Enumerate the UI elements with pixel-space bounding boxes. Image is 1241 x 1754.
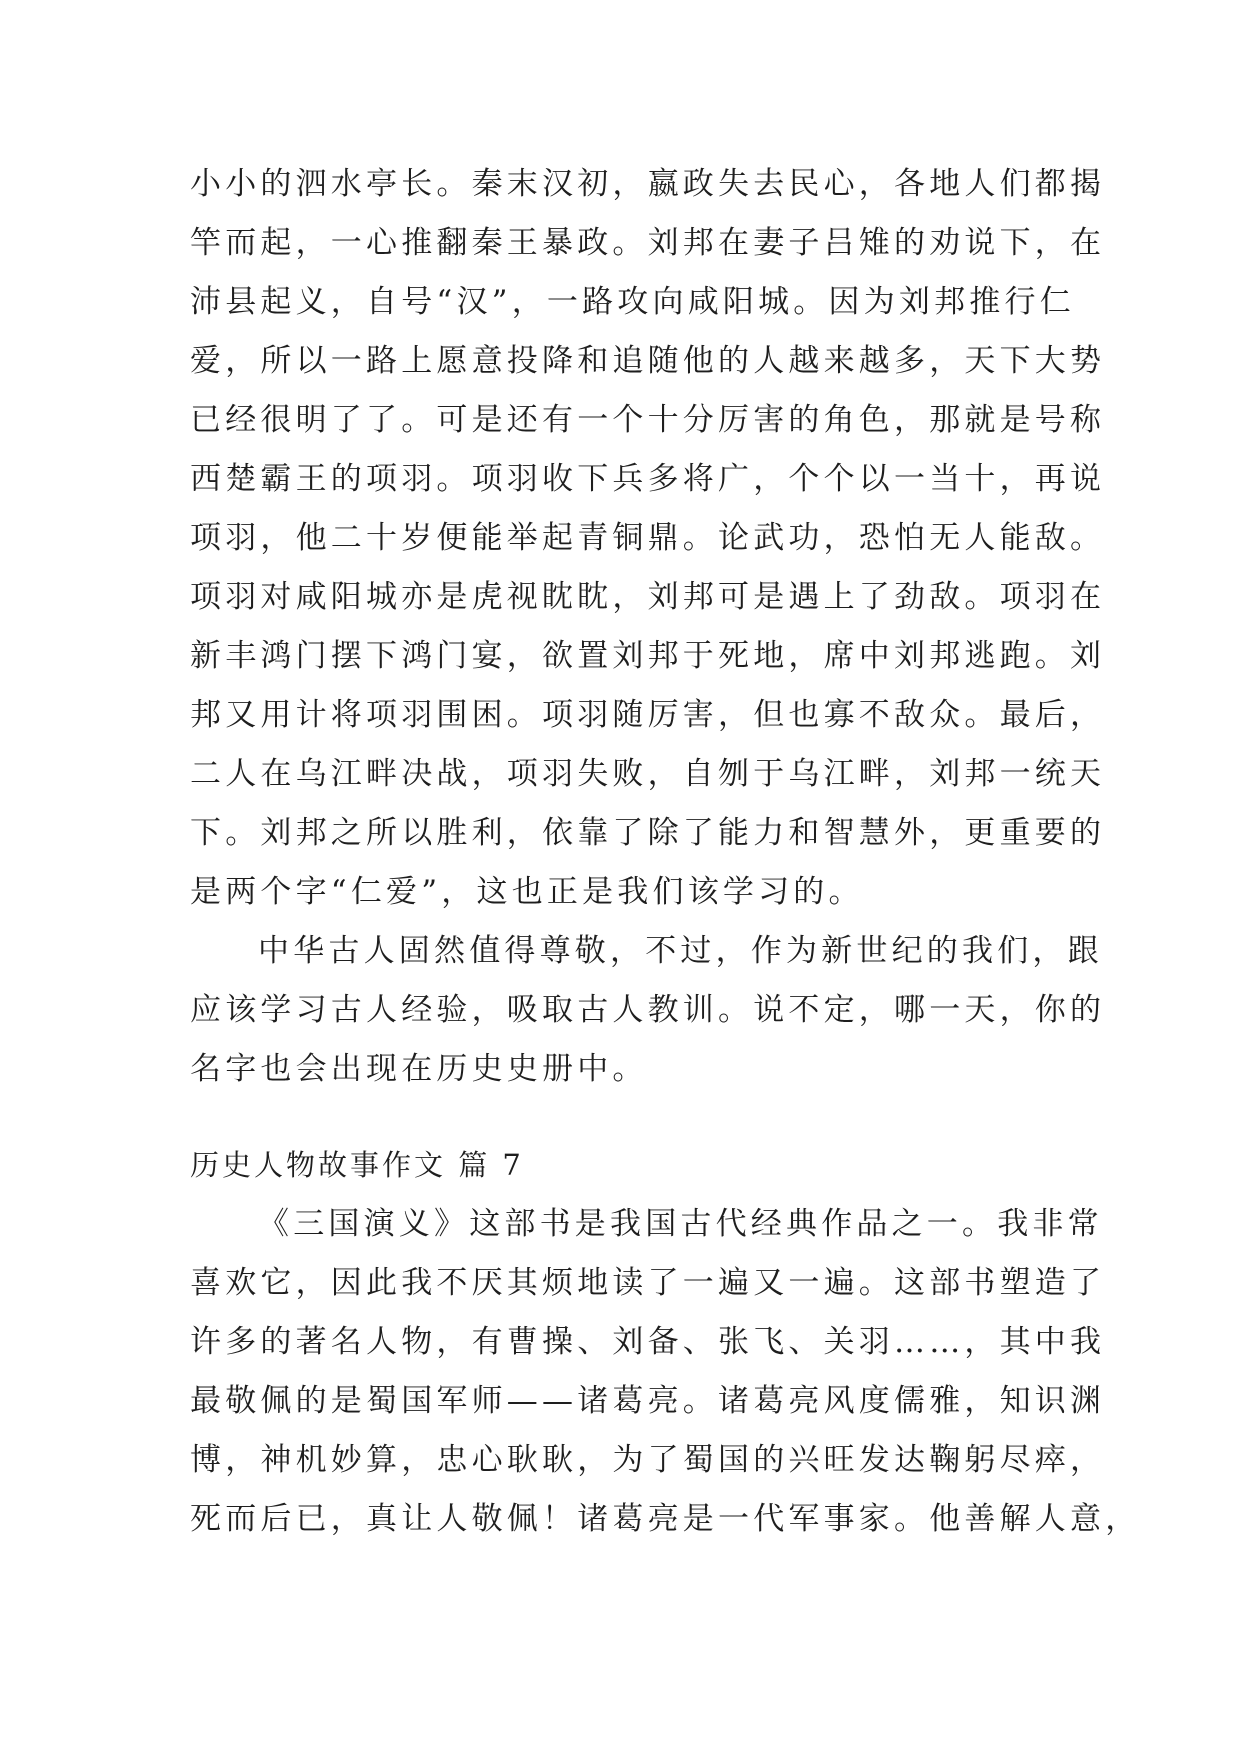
text-line: 竿而起，一心推翻秦王暴政。刘邦在妻子吕雉的劝说下，在 xyxy=(190,225,1106,261)
text-line: 死而后已，真让人敬佩！诸葛亮是一代军事家。他善解人意， xyxy=(190,1501,1141,1537)
text-line: 是两个字“仁爱”，这也正是我们该学习的。 xyxy=(190,874,864,910)
text-line: 已经很明了了。可是还有一个十分厉害的角色，那就是号称 xyxy=(190,402,1106,438)
section-heading: 历史人物故事作文 篇 7 xyxy=(190,1148,524,1182)
text-line: 新丰鸿门摆下鸿门宴，欲置刘邦于死地，席中刘邦逃跑。刘 xyxy=(190,638,1106,674)
text-line: 下。刘邦之所以胜利，依靠了除了能力和智慧外，更重要的 xyxy=(190,815,1106,851)
text-line: 项羽对咸阳城亦是虎视眈眈，刘邦可是遇上了劲敌。项羽在 xyxy=(190,579,1106,615)
text-line: 二人在乌江畔决战，项羽失败，自刎于乌江畔，刘邦一统天 xyxy=(190,756,1106,792)
text-line: 最敬佩的是蜀国军师——诸葛亮。诸葛亮风度儒雅，知识渊 xyxy=(190,1383,1106,1419)
text-line: 沛县起义，自号“汉”，一路攻向咸阳城。因为刘邦推行仁 xyxy=(190,284,1075,320)
text-line: 许多的著名人物，有曹操、刘备、张飞、关羽……，其中我 xyxy=(190,1324,1106,1360)
text-line: 博，神机妙算，忠心耿耿，为了蜀国的兴旺发达鞠躬尽瘁， xyxy=(190,1442,1106,1478)
text-line: 邦又用计将项羽围困。项羽随厉害，但也寡不敌众。最后， xyxy=(190,697,1106,733)
text-line: 喜欢它，因此我不厌其烦地读了一遍又一遍。这部书塑造了 xyxy=(190,1265,1106,1301)
text-line: 《三国演义》这部书是我国古代经典作品之一。我非常 xyxy=(258,1206,1103,1242)
text-line: 中华古人固然值得尊敬，不过，作为新世纪的我们，跟 xyxy=(258,933,1103,969)
text-line: 爱，所以一路上愿意投降和追随他的人越来越多，天下大势 xyxy=(190,343,1106,379)
text-line: 名字也会出现在历史史册中。 xyxy=(190,1051,648,1087)
text-line: 小小的泗水亭长。秦末汉初，嬴政失去民心，各地人们都揭 xyxy=(190,166,1106,202)
text-line: 西楚霸王的项羽。项羽收下兵多将广，个个以一当十，再说 xyxy=(190,461,1106,497)
text-line: 项羽，他二十岁便能举起青铜鼎。论武功，恐怕无人能敌。 xyxy=(190,520,1106,556)
text-line: 应该学习古人经验，吸取古人教训。说不定，哪一天，你的 xyxy=(190,992,1106,1028)
